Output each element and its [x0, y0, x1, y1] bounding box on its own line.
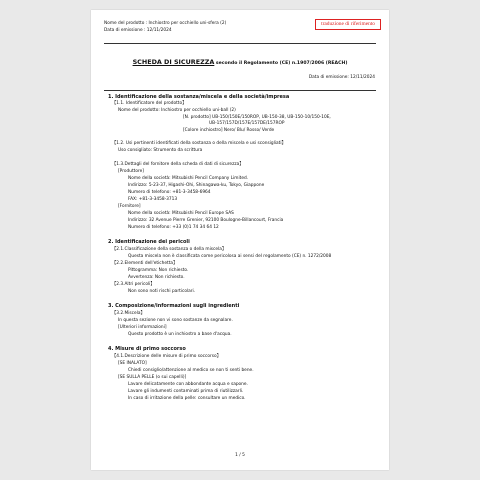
supplier-phone: Numero di telefono: +33 (0)1 74 34 64 12	[128, 225, 219, 230]
supplier-address: Indirizzo: 32 Avenue Pierre Grenier, 92100 Boulogne-Billancourt, Francia	[128, 218, 284, 223]
further-info-text: Questo prodotto è un inchiostro a base d'acqua.	[128, 332, 232, 337]
title-divider	[104, 90, 376, 91]
title-main: SCHEDA DI SICUREZZA	[132, 58, 215, 66]
header-divider	[104, 43, 376, 44]
subsection-3-2: 【3.2.Miscela】	[112, 311, 145, 316]
product-name-line: Nome del prodotto : Inchiostro per occhiello uni-sfera (2)	[104, 21, 227, 26]
inhaled-text: Chiedi consiglio/attenzione al medico se non ti senti bene.	[128, 368, 254, 373]
skin-label: [SE SULLA PELLE (o sui capelli)]	[118, 375, 187, 380]
ink-colors: [Colore inchiostro] Nero/ Blu/ Rosso/ Verde	[183, 128, 275, 133]
product-codes-1: [N. prodotto] UB-150/150E/150ROP, UB-150-38, UB-150-10/150-10E,	[183, 115, 331, 120]
subsection-2-1: 【2.1.Classificazione della sostanza o della miscela】	[112, 247, 227, 252]
producer-address: Indirizzo: 5-23-37, Higashi-Ohi, Shinagawa-ku, Tokyo, Giappone	[128, 183, 265, 188]
title-regulation: secondo il Regolamento (CE) n.1907/2006 (REACH)	[214, 61, 348, 66]
section-2-heading: 2. Identificazione dei pericoli	[108, 239, 190, 245]
skin-text-1: Lavare delicatamente con abbondante acqua e sapone.	[128, 382, 248, 387]
skin-text-2: Lavare gli indumenti contaminati prima di riutilizzarli.	[128, 389, 244, 394]
producer-company: Nome della società: Mitsubishi Pencil Company Limited.	[128, 176, 249, 181]
section-4-heading: 4. Misure di primo soccorso	[108, 346, 186, 352]
subsection-1-2: 【1.2. Usi pertinenti identificati della sostanza o della miscela e usi sconsigliati】	[112, 141, 286, 146]
inhaled-label: [SE INALATO]	[118, 361, 147, 366]
further-info-label: [Ulteriori informazioni]	[118, 325, 167, 330]
mixture-text: In questa sezione non vi sono sostanze da segnalare.	[118, 318, 233, 323]
producer-fax: FAX: +81-3-3458-3713	[128, 197, 178, 202]
supplier-company: Nome della società: Mitsubishi Pencil Europe SAS	[128, 211, 234, 216]
skin-text-3: In caso di irritazione della pelle: consultare un medico.	[128, 396, 246, 401]
title-issue-date: Data di emissione: 12/11/2024	[308, 75, 375, 80]
subsection-2-2: 【2.2.Elementi dell'etichetta】	[112, 261, 178, 266]
other-hazards-text: Non sono noti rischi particolari.	[128, 289, 196, 294]
pictogram-text: Pittogramma: Non richiesto.	[128, 268, 189, 273]
supplier-label: [Fornitore]	[118, 204, 141, 209]
recommended-use: Uso consigliato: Strumento da scrittura	[118, 148, 203, 153]
document-page	[91, 10, 389, 470]
section-3-heading: 3. Composizione/informazioni sugli ingredienti	[108, 303, 240, 309]
reference-translation-stamp: traduzione di riferimento	[315, 19, 381, 30]
page-number: 1 / 5	[235, 453, 245, 458]
product-name: Nome del prodotto: Inchiostro per occhiello uni-ball (2)	[118, 108, 236, 113]
classification-text: Questa miscela non è classificata come pericolosa ai sensi del regolamento (CE) n. 1272/2008	[128, 254, 332, 259]
product-codes-2: UB-157/157D/157E/157DE/157ROP	[209, 121, 285, 126]
issue-date-line: Data di emissione : 12/11/2024	[104, 28, 172, 33]
signal-word-text: Avvertenza: Non richiesto.	[128, 275, 185, 280]
producer-label: [Produttore]	[118, 169, 144, 174]
document-title	[91, 59, 389, 67]
section-1-heading: 1. Identificazione della sostanza/miscela e della società/impresa	[108, 94, 290, 100]
producer-phone: Numero di telefono: +81-3-3458-6964	[128, 190, 211, 195]
subsection-1-3: 【1.3.Dettagli del fornitore della scheda di dati di sicurezza】	[112, 162, 244, 167]
subsection-4-1: 【4.1.Descrizione delle misure di primo soccorso】	[112, 354, 221, 359]
subsection-2-3: 【2.3.Altri pericoli】	[112, 282, 155, 287]
subsection-1-1: 【1.1. Identificatore del prodotto】	[112, 101, 187, 106]
